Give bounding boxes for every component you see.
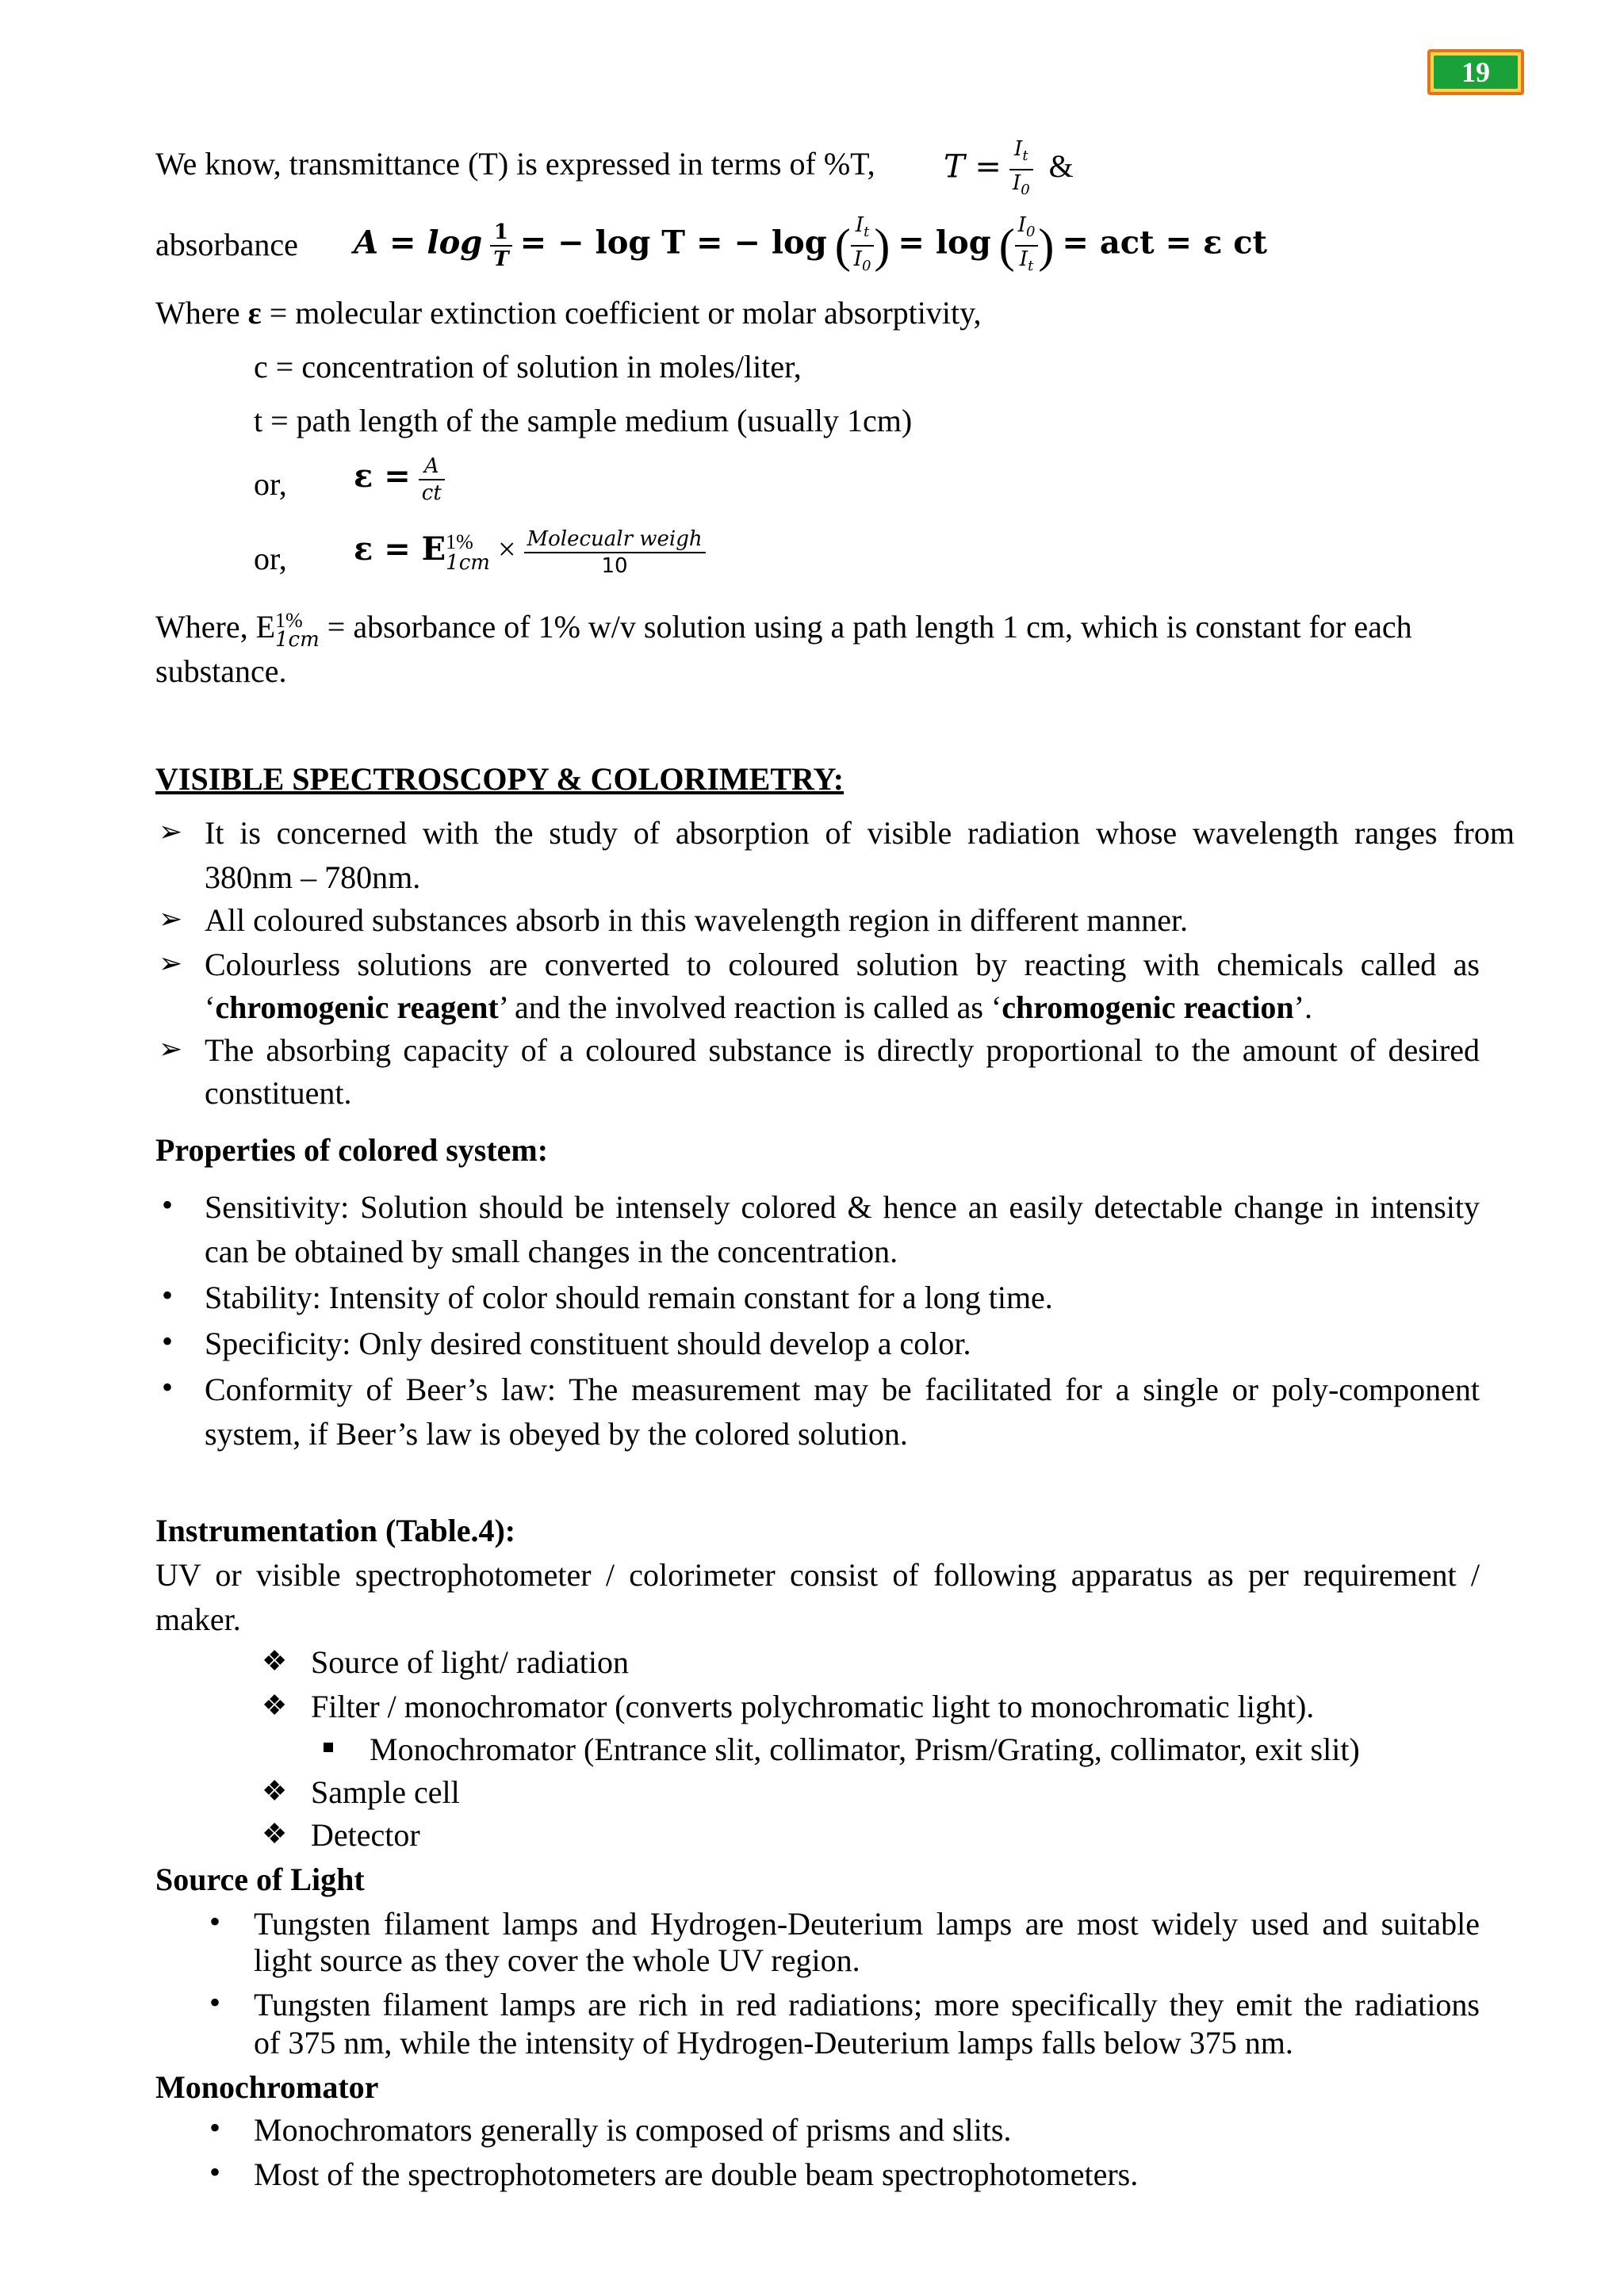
- diamond-bullet-icon: ❖: [262, 1818, 288, 1850]
- monochromator-bullet-2: Most of the spectrophotometers are double beam spectrophotometers.: [254, 2156, 1139, 2192]
- bullet-dot-icon: •: [209, 2110, 221, 2145]
- ampersand: &: [1048, 148, 1074, 185]
- visible-spectroscopy-heading: VISIBLE SPECTROSCOPY & COLORIMETRY:: [155, 761, 845, 797]
- diamond-bullet-icon: ❖: [262, 1645, 288, 1677]
- monochromator-bullet-1: Monochromators generally is composed of prisms and slits.: [254, 2112, 1012, 2148]
- transmittance-equation: [944, 136, 1074, 203]
- source-bullet-1-line-1: Tungsten filament lamps and Hydrogen-Deuterium lamps are most widely used and suitable: [254, 1906, 1480, 1942]
- i0-over-it-fraction: $\frac{I_0}{I_t}$: [1015, 212, 1039, 279]
- property-stability: Stability: Intensity of color should remain constant for a long time.: [205, 1280, 1053, 1315]
- t-fraction: $\frac{I_t}{I_0}$: [1009, 136, 1033, 203]
- visible-bullet-2: All coloured substances absorb in this wavelength region in different manner.: [205, 902, 1189, 938]
- visible-bullet-4-line-1: The absorbing capacity of a coloured substance is directly proportional to the amount of desired: [205, 1032, 1480, 1068]
- arrow-bullet-icon: ➢: [159, 816, 183, 848]
- absorbance-label: absorbance: [155, 227, 298, 262]
- arrow-bullet-icon: ➢: [159, 903, 183, 935]
- absorbance-equation: A = log $\frac{1}{T}$ = − log T = − log ( $\frac{I_t}{I_0}$ ) = log ( $\frac{I_0}{I_t}$ ) = act = ε ct: [354, 212, 1267, 279]
- concentration-line: c = concentration of solution in moles/liter,: [254, 349, 802, 385]
- square-bullet-icon: [324, 1743, 333, 1752]
- visible-bullet-3-line-2: ‘chromogenic reagent’ and the involved reaction is called as ‘chromogenic reaction’.: [205, 989, 1312, 1025]
- one-over-t-fraction: $\frac{1}{T}$: [490, 220, 511, 272]
- arrow-bullet-icon: ➢: [159, 947, 183, 979]
- epsilon-a-ct-equation: ε = $\frac{A}{ct}$: [354, 453, 445, 506]
- property-specificity: Specificity: Only desired constituent should develop a color.: [205, 1326, 971, 1361]
- it-over-i0-fraction: $\frac{I_t}{I_0}$: [851, 212, 875, 279]
- bullet-dot-icon: •: [162, 1323, 174, 1359]
- property-beers-law-line-2: system, if Beer’s law is obeyed by the colored solution.: [205, 1416, 908, 1452]
- where-e1cm-line: Where, E 1% 1cm = absorbance of 1% w/v solution using a path length 1 cm, which is constant for each: [155, 608, 1412, 652]
- page-number: 19: [1434, 55, 1518, 89]
- source-bullet-2-line-2: of 375 nm, while the intensity of Hydrogen-Deuterium lamps falls below 375 nm.: [254, 2025, 1293, 2061]
- visible-bullet-3-line-1: Colourless solutions are converted to coloured solution by reacting with chemicals called as: [205, 947, 1480, 982]
- transmittance-line: [155, 143, 875, 186]
- epsilon-mw-equation: ε = E 1% 1cm × $\frac{\text{Molecualr weigh}}{10}$: [354, 526, 706, 579]
- visible-bullet-4-line-2: constituent.: [205, 1075, 352, 1111]
- page-number-badge: [1427, 49, 1524, 95]
- bullet-dot-icon: •: [209, 2154, 221, 2190]
- bullet-dot-icon: •: [162, 1369, 174, 1405]
- source-bullet-1-line-2: light source as they cover the whole UV region.: [254, 1942, 860, 1978]
- or-label-2: or,: [254, 541, 287, 576]
- instrumentation-intro-line-1: UV or visible spectrophotometer / colorimeter consist of following apparatus as per requirement /: [155, 1557, 1480, 1593]
- transmittance-text: We know, transmittance (T) is expressed in terms of %T,: [155, 146, 875, 182]
- visible-bullet-1-line-1: It is concerned with the study of absorption of visible radiation whose wavelength ranges from: [205, 815, 1515, 851]
- diamond-bullet-icon: ❖: [262, 1689, 288, 1721]
- monochromator-heading: Monochromator: [155, 2069, 379, 2105]
- bullet-dot-icon: •: [162, 1277, 174, 1313]
- or-label-1: or,: [254, 466, 287, 502]
- instrumentation-heading: Instrumentation (Table.4):: [155, 1513, 516, 1548]
- bullet-dot-icon: •: [209, 1904, 221, 1939]
- properties-heading: Properties of colored system:: [155, 1132, 549, 1168]
- bullet-dot-icon: •: [209, 1984, 221, 2020]
- arrow-bullet-icon: ➢: [159, 1033, 183, 1065]
- bullet-dot-icon: •: [162, 1187, 174, 1223]
- source-of-light-heading: Source of Light: [155, 1862, 365, 1897]
- instrument-item-sample-cell: Sample cell: [311, 1774, 460, 1810]
- source-bullet-2-line-1: Tungsten filament lamps are rich in red radiations; more specifically they emit the radiations: [254, 1987, 1480, 2022]
- property-sensitivity-line-1: Sensitivity: Solution should be intensely colored & hence an easily detectable change in intensity: [205, 1189, 1480, 1225]
- instrument-item-detector: Detector: [311, 1817, 420, 1853]
- substance-line: substance.: [155, 653, 287, 689]
- instrument-item-monochromator: Monochromator (Entrance slit, collimator, Prism/Grating, collimator, exit slit): [370, 1732, 1360, 1767]
- instrument-item-filter: Filter / monochromator (converts polychromatic light to monochromatic light).: [311, 1689, 1315, 1724]
- instrument-item-source: Source of light/ radiation: [311, 1644, 630, 1680]
- instrumentation-intro-line-2: maker.: [155, 1601, 241, 1637]
- path-length-line: t = path length of the sample medium (usually 1cm): [254, 403, 913, 438]
- where-epsilon-line: Where ε = molecular extinction coefficient or molar absorptivity,: [155, 295, 982, 331]
- property-sensitivity-line-2: can be obtained by small changes in the concentration.: [205, 1234, 898, 1269]
- visible-bullet-1-line-2: 380nm – 780nm.: [205, 859, 421, 895]
- property-beers-law-line-1: Conformity of Beer’s law: The measurement may be facilitated for a single or poly-component: [205, 1372, 1480, 1407]
- diamond-bullet-icon: ❖: [262, 1775, 288, 1807]
- t-equals: T =: [944, 148, 1002, 186]
